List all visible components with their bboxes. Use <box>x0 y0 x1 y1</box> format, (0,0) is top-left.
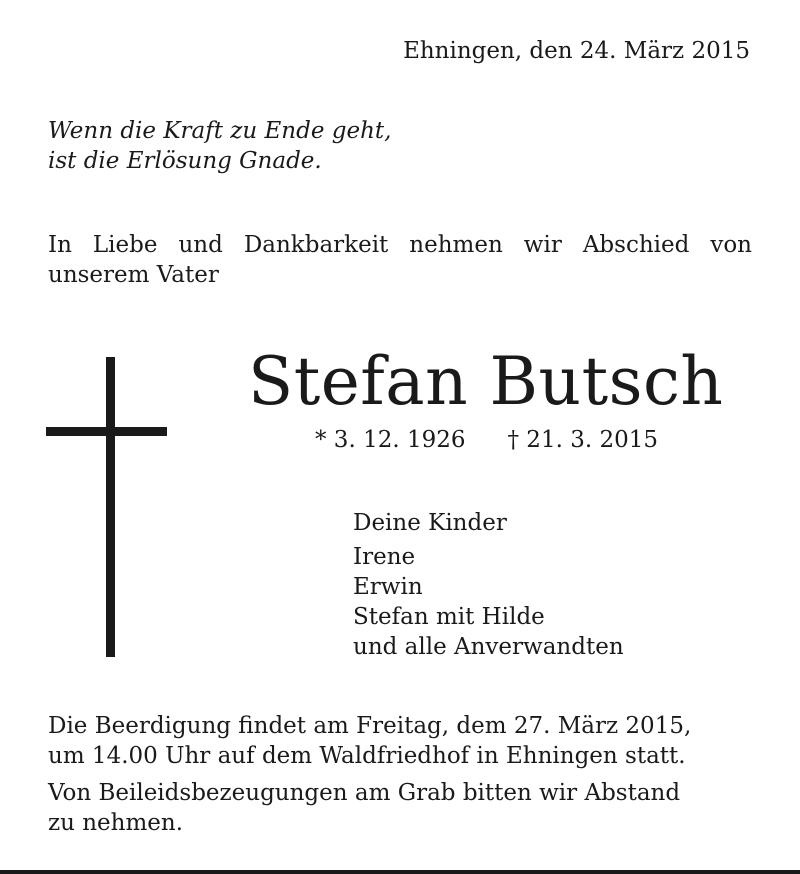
mourner-name: und alle Anverwandten <box>353 634 624 660</box>
intro-line: unserem Vater <box>48 262 219 288</box>
burial-info <box>48 711 691 771</box>
birth-date: * 3. 12. 1926 <box>315 427 466 453</box>
cross-icon-vertical-bar <box>106 357 115 657</box>
motto-quote <box>48 116 391 176</box>
burial-line: um 14.00 Uhr auf dem Waldfriedhof in Ehningen statt. <box>48 743 686 769</box>
mourner-name: Stefan mit Hilde <box>353 604 545 630</box>
mourner-name: Irene <box>353 544 416 570</box>
death-date: † 21. 3. 2015 <box>507 427 658 453</box>
mourner-name: Erwin <box>353 574 423 600</box>
motto-line: ist die Erlösung Gnade. <box>48 148 322 174</box>
intro-line: In Liebe und Dankbarkeit nehmen wir Abschied von <box>48 232 752 258</box>
life-dates <box>315 425 658 455</box>
mourners-heading: Deine Kinder <box>353 510 507 536</box>
condolence-note <box>48 778 680 838</box>
mourners-list <box>353 508 624 662</box>
condolence-line: zu nehmen. <box>48 810 184 836</box>
place-date: Ehningen, den 24. März 2015 <box>403 38 750 64</box>
condolence-line: Von Beileidsbezeugungen am Grab bitten wir Abstand <box>48 780 681 806</box>
motto-line: Wenn die Kraft zu Ende geht, <box>48 118 392 144</box>
cross-icon-horizontal-bar <box>46 427 167 436</box>
intro-text <box>48 230 752 290</box>
deceased-name: Stefan Butsch <box>248 343 724 420</box>
burial-line: Die Beerdigung findet am Freitag, dem 27. März 2015, <box>48 713 692 739</box>
